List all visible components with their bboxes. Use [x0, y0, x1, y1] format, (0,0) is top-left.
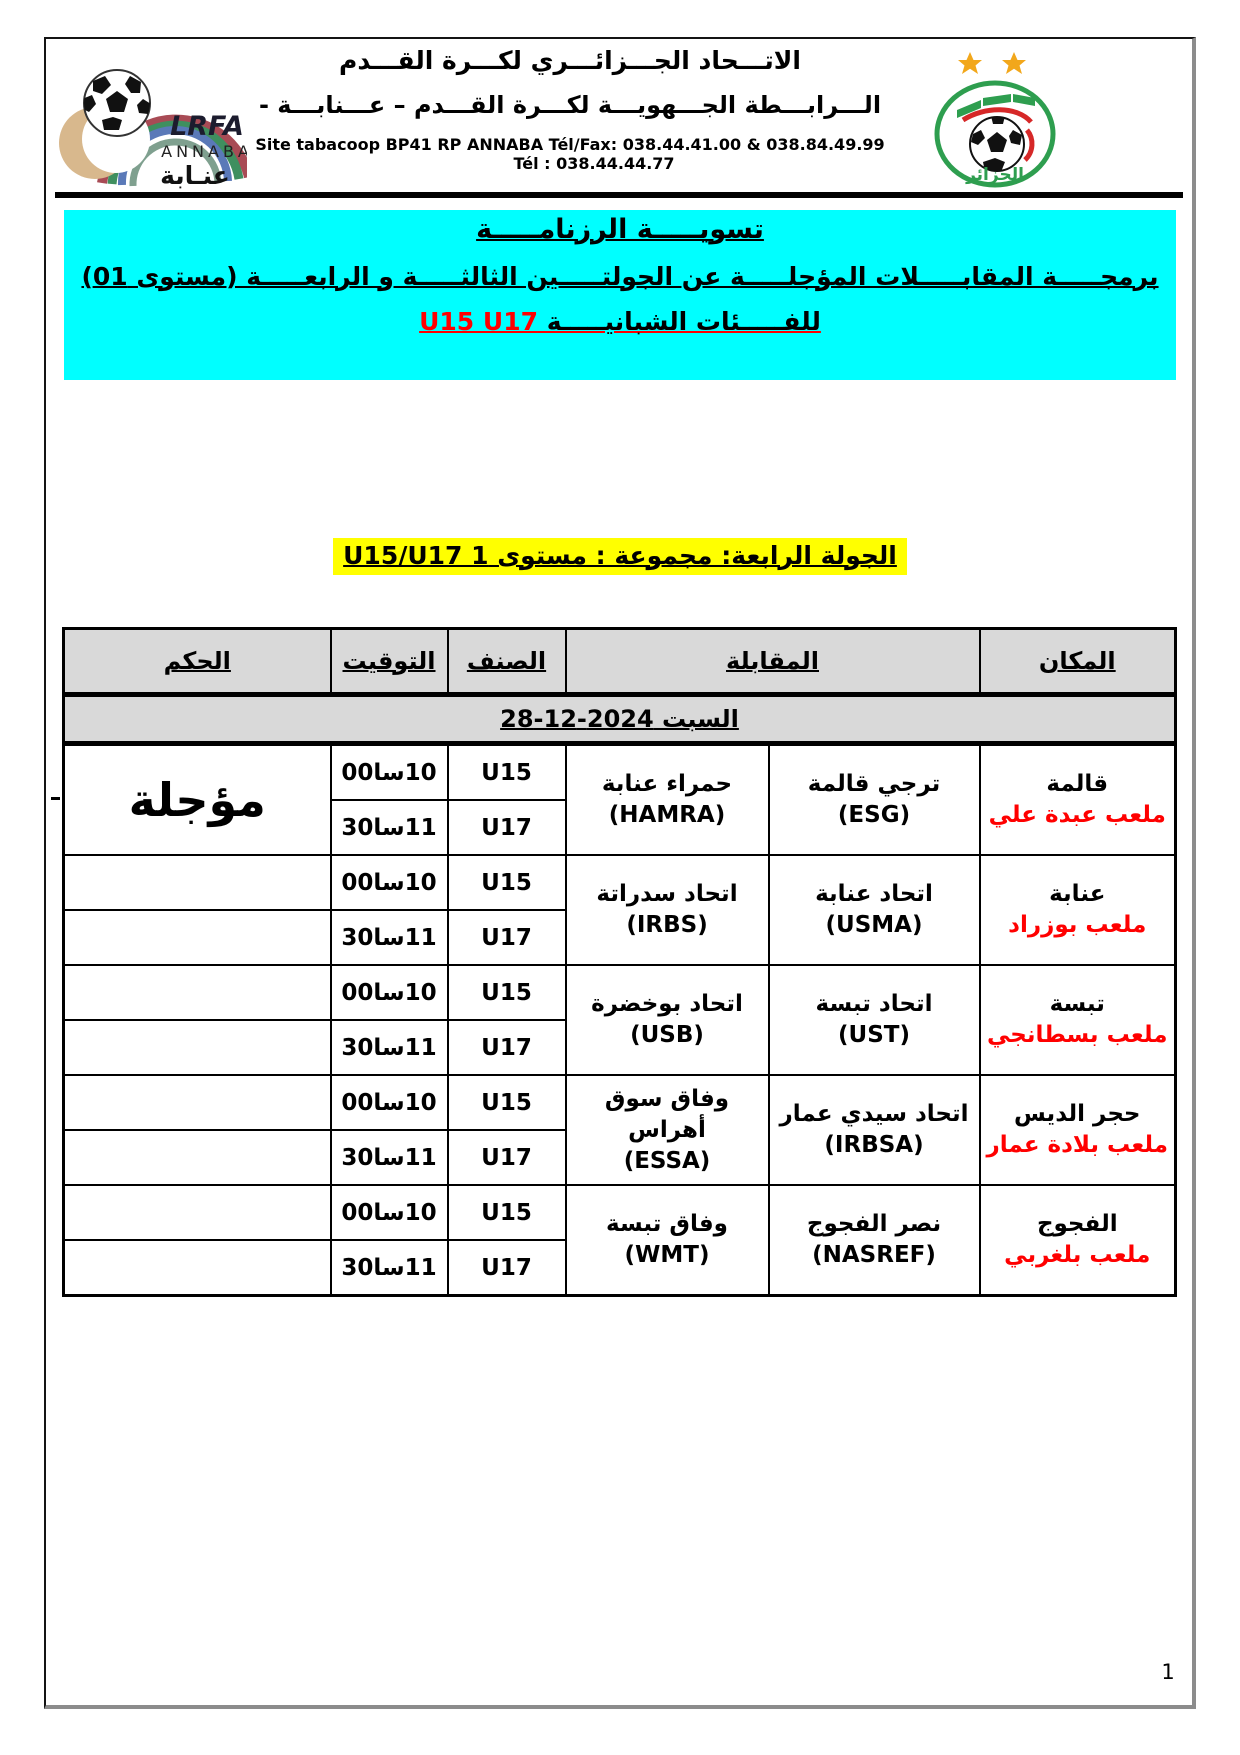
venue-cell [980, 744, 1176, 856]
venue-city: تبسة [1049, 991, 1105, 1017]
round-heading-row [0, 538, 1240, 575]
federation-header-text [225, 46, 915, 173]
away-team-name: حمراء عنابة [601, 771, 733, 797]
schedule-table-wrap [62, 627, 1177, 1297]
venue-stadium: ملعب بوزراد [1008, 912, 1147, 938]
table-row [64, 1185, 1176, 1240]
federation-name: الاتـــحاد الجـــزائـــري لكـــرة القـــدم [339, 46, 801, 75]
regional-league-name: الـــرابـــطة الجـــهويـــة لكـــرة القـــدم – عـــنابـــة - [258, 91, 882, 119]
title-box [64, 210, 1176, 380]
table-row [64, 1075, 1176, 1130]
category-cell: U15 [448, 1075, 566, 1130]
lrfa-acronym-text: LRFA [170, 111, 244, 142]
category-cell: U15 [448, 965, 566, 1020]
table-header-row [64, 629, 1176, 695]
category-cell: U15 [448, 1185, 566, 1240]
category-cell: U15 [448, 744, 566, 801]
title-line1: تسويـــــة الرزنامـــــة [476, 214, 764, 245]
referee-cell [64, 1075, 331, 1130]
col-header-match: المقابلة [566, 629, 980, 695]
category-cell: U17 [448, 1020, 566, 1075]
time-cell: 10سا00 [331, 1075, 448, 1130]
referee-cell [64, 965, 331, 1020]
time-cell: 11سا30 [331, 800, 448, 855]
away-team-name: وفاق تبسة [606, 1211, 728, 1237]
category-cell: U17 [448, 800, 566, 855]
home-team-name: اتحاد سيدي عمار [779, 1101, 969, 1127]
title-line3-categories: U15 U17 [419, 307, 538, 336]
col-header-time: التوقيت [331, 629, 448, 695]
referee-note-cell: مؤجلة [64, 744, 331, 856]
home-team-name: اتحاد عنابة [815, 881, 933, 907]
time-cell: 10سا00 [331, 744, 448, 801]
contact-line [225, 135, 915, 173]
away-team-cell [566, 855, 769, 965]
away-team-code: (HAMRA) [608, 802, 726, 828]
away-team-code: (ESSA) [623, 1147, 711, 1174]
home-team-cell [769, 855, 980, 965]
lrfa-city-text: ANNABA [161, 142, 247, 161]
venue-city: عنابة [1049, 881, 1106, 907]
title-line3 [64, 307, 1176, 336]
table-row [64, 965, 1176, 1020]
category-cell: U17 [448, 1240, 566, 1296]
round-heading: الجولة الرابعة: مجموعة : مستوى U15/U17 1 [333, 538, 907, 575]
home-team-code: (UST) [838, 1022, 910, 1048]
contact-tel: Tél : 038.44.44.77 [513, 154, 675, 173]
lrfa-city-arabic-text: عنـابة [160, 161, 230, 189]
referee-cell [64, 910, 331, 965]
venue-cell [980, 855, 1176, 965]
home-team-code: (USMA) [825, 912, 923, 938]
stray-ink-mark [51, 797, 60, 800]
home-team-cell [769, 965, 980, 1075]
star-icon [1002, 52, 1026, 74]
col-header-referee: الحكم [64, 629, 331, 695]
away-team-name: اتحاد بوخضرة [591, 991, 743, 1017]
away-team-code: (WMT) [624, 1242, 710, 1268]
page-number: 1 [1161, 1660, 1175, 1684]
lrfa-annaba-logo-icon [55, 55, 247, 193]
venue-stadium: ملعب بسطانجي [987, 1022, 1168, 1048]
time-cell: 11سا30 [331, 1240, 448, 1296]
venue-city: حجر الديس [1014, 1101, 1141, 1127]
time-cell: 10سا00 [331, 1185, 448, 1240]
home-team-name: نصر الفجوج [806, 1211, 942, 1237]
away-team-name: اتحاد سدراتة [596, 881, 738, 907]
title-line3-arabic: للفـــــئات الشبانيـــــة [537, 307, 821, 336]
venue-city: قالمة [1046, 771, 1109, 797]
table-row [64, 855, 1176, 910]
venue-stadium: ملعب بلادة عمار [986, 1132, 1168, 1158]
referee-cell [64, 1130, 331, 1185]
away-team-name: وفاق سوق أهراس [604, 1085, 730, 1143]
category-cell: U17 [448, 1130, 566, 1185]
home-team-cell [769, 1185, 980, 1296]
table-row [64, 744, 1176, 801]
away-team-cell [566, 965, 769, 1075]
col-header-venue: المكان [980, 629, 1176, 695]
referee-cell [64, 1020, 331, 1075]
schedule-table [62, 627, 1177, 1297]
away-team-cell [566, 1075, 769, 1185]
faf-country-text: الجزائر [966, 165, 1024, 185]
away-team-cell [566, 744, 769, 856]
venue-cell [980, 1075, 1176, 1185]
time-cell: 10سا00 [331, 965, 448, 1020]
referee-cell [64, 855, 331, 910]
star-icon [958, 52, 982, 74]
home-team-cell [769, 1075, 980, 1185]
venue-cell [980, 1185, 1176, 1296]
home-team-cell [769, 744, 980, 856]
title-line2: برمجـــــة المقابـــــلات المؤجلـــــة عن الجولتـــــين الثالثـــــة و الرابعـــــة (مستوى 01) [81, 262, 1159, 291]
away-team-cell [566, 1185, 769, 1296]
time-cell: 11سا30 [331, 910, 448, 965]
date-heading: السبت 2024-12-28 [64, 695, 1176, 744]
category-cell: U15 [448, 855, 566, 910]
referee-cell [64, 1185, 331, 1240]
date-row [64, 695, 1176, 744]
faf-algeria-logo-icon [925, 50, 1067, 192]
home-team-name: ترجي قالمة [807, 771, 941, 797]
time-cell: 10سا00 [331, 855, 448, 910]
away-team-code: (IRBS) [626, 912, 708, 938]
category-cell: U17 [448, 910, 566, 965]
away-team-code: (USB) [630, 1022, 704, 1048]
time-cell: 11سا30 [331, 1020, 448, 1075]
home-team-code: (IRBSA) [824, 1132, 924, 1158]
venue-cell [980, 965, 1176, 1075]
home-team-code: (NASREF) [812, 1242, 936, 1268]
header-divider-rule [55, 192, 1183, 198]
contact-site-fax: Site tabacoop BP41 RP ANNABA Tél/Fax: 038.44.41.00 & 038.84.49.99 [255, 135, 885, 154]
col-header-category: الصنف [448, 629, 566, 695]
venue-city: الفجوج [1036, 1211, 1118, 1237]
venue-stadium: ملعب عبدة علي [988, 802, 1166, 828]
referee-cell [64, 1240, 331, 1296]
home-team-code: (ESG) [837, 802, 911, 828]
time-cell: 11سا30 [331, 1130, 448, 1185]
home-team-name: اتحاد تبسة [815, 991, 933, 1017]
venue-stadium: ملعب بلغربي [1004, 1242, 1151, 1268]
